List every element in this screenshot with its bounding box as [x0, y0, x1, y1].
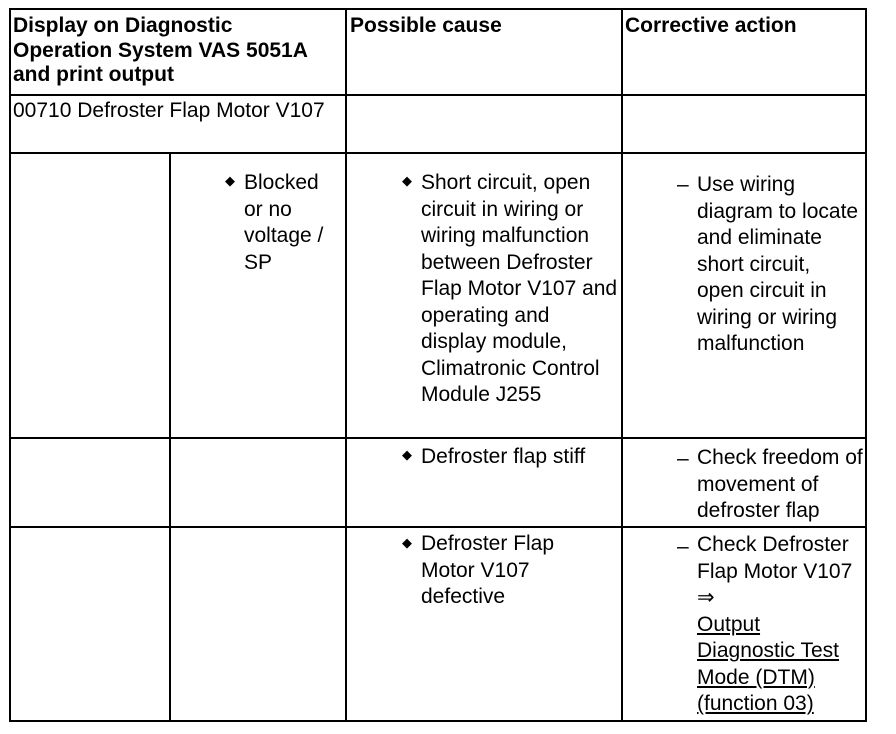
action-text	[697, 532, 863, 718]
header-corrective-action: Corrective action	[625, 14, 797, 37]
cause-text: Defroster flap stiff	[421, 445, 586, 468]
bullet-icon: ◆	[402, 447, 412, 462]
symptom-column-divider	[169, 152, 171, 722]
diagnostic-table	[9, 8, 867, 722]
table-border-top	[9, 8, 867, 10]
bullet-icon: ◆	[225, 173, 235, 188]
cause-text: Short circuit, open circuit in wiring or wiring malfunction between Defroster Flap Motor V107 and operating and display module, Climatronic Control Module J255	[421, 171, 618, 406]
header-possible-cause: Possible cause	[350, 14, 502, 37]
dash-icon: –	[677, 535, 689, 558]
fault-code: 00710 Defroster Flap Motor V107	[13, 99, 325, 122]
row2-divider	[9, 526, 867, 528]
action-text: Use wiring diagram to locate and eliminate short circuit, open circuit in wiring or wiring malfunction	[697, 173, 859, 355]
bullet-icon: ◆	[402, 173, 412, 188]
table-border-left	[9, 8, 11, 722]
arrow-right-icon: ⇒	[697, 586, 715, 609]
bullet-icon: ◆	[402, 535, 412, 550]
header-display: Display on Diagnostic Operation System VAS 5051A and print output	[13, 14, 308, 86]
symptom-text: Blocked or no voltage / SP	[244, 171, 324, 274]
action-column-divider	[621, 8, 623, 722]
row1-divider	[9, 437, 867, 439]
output-dtm-link[interactable]: Output Diagnostic Test Mode (DTM) (function 03)	[697, 612, 840, 715]
action-text: Check freedom of movement of defroster flap	[697, 446, 863, 522]
table-border-right	[865, 8, 867, 722]
dash-icon: –	[677, 173, 689, 196]
cause-column-divider	[345, 8, 347, 722]
table-border-bottom	[9, 720, 867, 722]
dash-icon: –	[677, 447, 689, 470]
header-divider	[9, 94, 867, 96]
action-prefix: Check Defroster Flap Motor V107	[697, 533, 853, 583]
fault-row-divider	[9, 152, 867, 154]
cause-text: Defroster Flap Motor V107 defective	[421, 532, 555, 608]
